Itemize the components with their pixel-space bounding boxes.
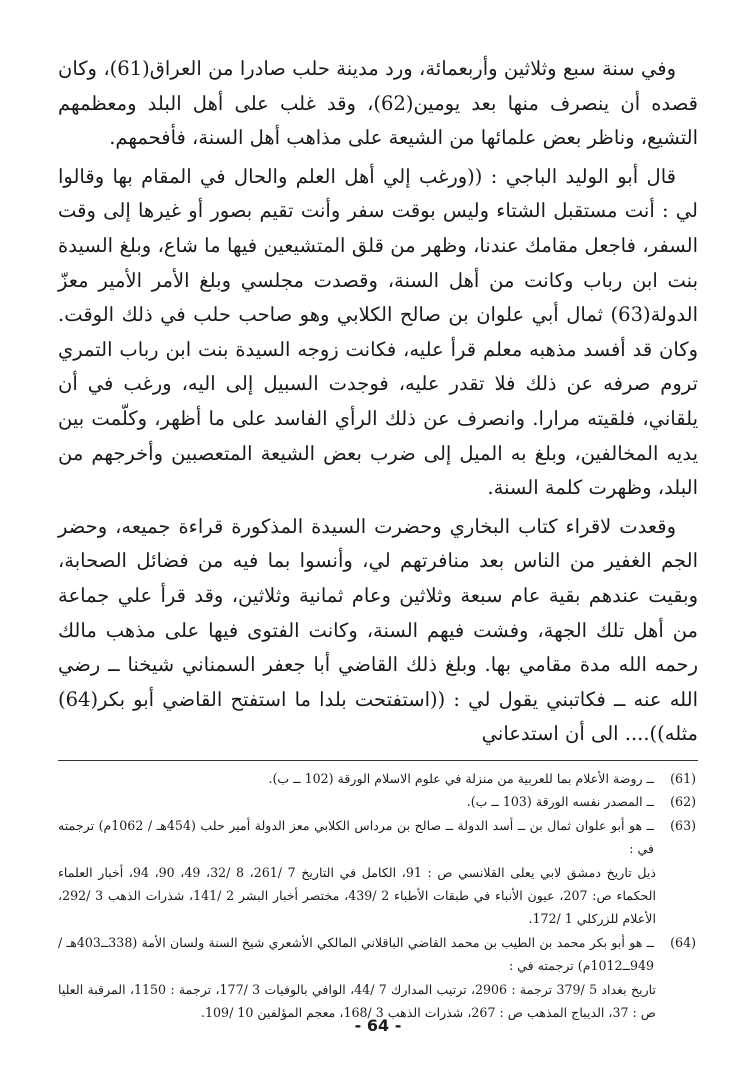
footnote-text: ــ روضة الأعلام بما للعربية من منزلة في علوم الاسلام الورقة (102 ــ ب).: [268, 770, 654, 786]
footnote-separator: [58, 760, 698, 761]
footnote-number: (63): [670, 817, 696, 833]
page-body: [58, 52, 698, 1024]
footnote-62: [58, 790, 698, 813]
footnote-number: (62): [670, 794, 696, 810]
footnote-text: ــ المصدر نفسه الورقة (103 ــ ب).: [466, 794, 654, 810]
paragraph-3: وقعدت لاقراء كتاب البخاري وحضرت السيدة المذكورة قراءة جميعه، وحضر الجم الغفير من الناس بعد منافرتهم لي، وأنسوا بما فيه من فضائل الصحابة، وبقيت عندهم بقية عام سبعة وثلاثين وعام ثمانية وثلاثين، وقد قرأ علي جماعة من أهل تلك الجهة، وفشت فيهم السنة، وكانت الفتوى فيها على مذهب مالك رحمه الله مدة مقامي بها. وبلغ ذلك القاضي أبا جعفر السمناني شيخنا ــ رضي الله عنه ــ فكاتبني يقول لي : ((استفتحت بلدا ما استفتح القاضي أبو بكر(64) مثله)).... الى أن استدعاني: [58, 514, 698, 746]
paragraph-1: وفي سنة سبع وثلاثين وأربعمائة، ورد مدينة حلب صادرا من العراق(61)، وكان قصده أن ينصرف منها بعد يومين(62)، وقد غلب على أهل البلد ومعظمهم التشيع، وناظر بعض علمائها من الشيعة على مذاهب أهل السنة، فأفحمهم.: [58, 57, 698, 150]
footnote-text: ذيل تاريخ دمشق لابي يعلى القلانسي ص : 91، الكامل في التاريخ 7 /261، 8 /32، 49، 90، 94، أخبار العلماء الحكماء ص: 207، عيون الأنباء في طبقات الأطباء 2 /439، مختصر أخبار البشر 2 /141، شذرات الذهب 3 /292، الأعلام للزركلي 1 /172.: [58, 864, 656, 927]
footnote-text: ــ هو أبو بكر محمد بن الطيب بن محمد القاضي الباقلاني المالكي الأشعري شيخ السنة ولسان الأمة (338ــ403هـ / 949ــ1012م) ترجمته في :: [58, 934, 655, 974]
footnotes: [58, 767, 698, 1024]
footnote-text: تاريخ بغداد 5 /379 ترجمة : 2906، ترتيب المدارك 7 /44، الوافي بالوفيات 3 /177، ترجمة : 1150، المرقبة العليا ص : 37، الديباج المذهب ص : 267، شذرات الذهب 3 /168، معجم المؤلفين 10 /109.: [58, 981, 657, 1020]
footnote-63: [58, 814, 698, 861]
footnote-number: (64): [670, 934, 696, 950]
paragraph-2: قال أبو الوليد الباجي : ((ورغب إلي أهل العلم والحال في المقام بها وقالوا لي : أنت مستقبل الشتاء وليس بوقت سفر وأنت تقيم بصور أو غيرها إلى وقت السفر، فاجعل مقامك عندنا، وظهر من قلق المتشيعين فيها ما شاع، وبلغ السيدة بنت ابن رباب وكانت من أهل السنة، وقصدت مجلسي وبلغ الأمر الأمير معزّ الدولة(63) ثمال أبي علوان بن صالح الكلابي وهو صاحب حلب في ذلك الوقت. وكان قد أفسد مذهبه معلم قرأ عليه، فكانت زوجه السيدة بنت ابن رباب التمري تروم صرفه عن ذلك فلا تقدر عليه، فوجدت السبيل إلى اليه، ورغب في أن يلقاني، فلقيته مرارا. وانصرف عن ذلك الرأي الفاسد على ما أظهر، وكلّمت بين يديه المخالفين، وبلغ به الميل إلى ضرب بعض الشيعة المتعصبين وأخرجهم من البلد، وظهرت كلمة السنة.: [58, 164, 698, 500]
footnote-63-sources: [58, 861, 698, 931]
footnote-number: (61): [670, 770, 696, 786]
footnote-61: [58, 767, 698, 790]
footnote-text: ــ هو أبو علوان ثمال بن ــ أسد الدولة ــ صالح بن مرداس الكلابي معز الدولة أمير حلب (454هـ / 1062م) ترجمته في :: [58, 817, 654, 857]
page-number: - 64 -: [354, 1016, 402, 1035]
footnote-64: [58, 931, 698, 978]
